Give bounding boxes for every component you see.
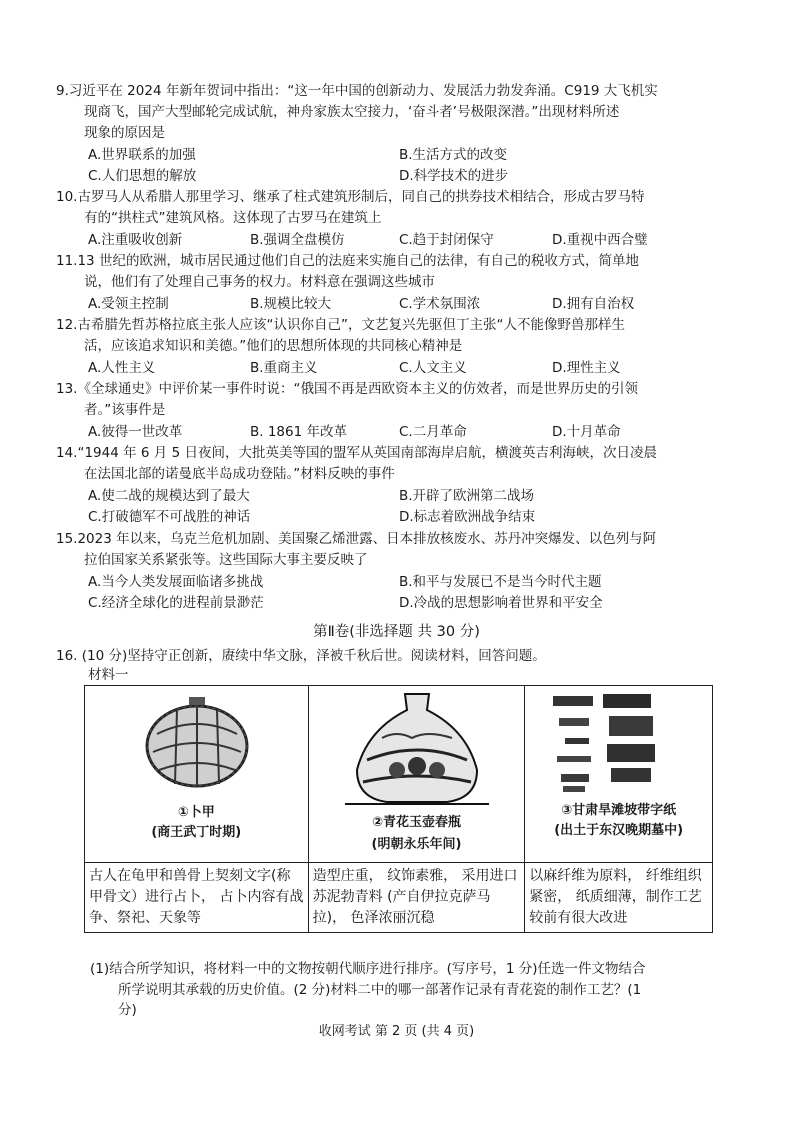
q13-stem-line1: 13.《全球通史》中评价某一事件时说：“俄国不再是西欧资本主义的仿效者，而是世界历史的引领 bbox=[56, 381, 638, 397]
q13-option-d: D.十月革命 bbox=[552, 424, 621, 440]
q13-option-b: B. 1861 年改革 bbox=[250, 424, 347, 440]
q13-option-c: C.二月革命 bbox=[399, 424, 467, 440]
artifact-2-caption: ②青花玉壶春瓶 bbox=[371, 815, 461, 830]
q11-option-d: D.拥有自治权 bbox=[552, 296, 635, 312]
q9-option-c: C.人们思想的解放 bbox=[88, 168, 197, 184]
q11-stem-line1: 11.13 世纪的欧洲，城市居民通过他们自己的法庭来实施自己的法律，有自己的税收方式，简单地 bbox=[56, 253, 639, 269]
q15-option-b: B.和平与发展已不是当今时代主题 bbox=[399, 574, 602, 590]
q15-option-d: D.冷战的思想影响着世界和平安全 bbox=[399, 595, 603, 611]
q11-stem-line2: 说，他们有了处理自己事务的权力。材料意在强调这些城市 bbox=[84, 274, 435, 290]
section2-title: 第Ⅱ卷(非选择题 共 30 分) bbox=[313, 624, 480, 640]
material-one-label: 材料一 bbox=[88, 667, 129, 683]
q9-stem-line3: 现象的原因是 bbox=[84, 125, 165, 141]
q9-stem-line1: 9.习近平在 2024 年新年贺词中指出：“这一年中国的创新动力、发展活力勃发奔涌。C919 大飞机实 bbox=[56, 83, 658, 99]
q11-option-c: C.学术氛围浓 bbox=[399, 296, 481, 312]
artifact-cell-porcelain-vase bbox=[308, 686, 525, 863]
artifact-1-description: 古人在龟甲和兽骨上契刻文字(称甲骨文）进行占卜， 占卜内容有战争、祭祀、天象等 bbox=[85, 863, 309, 933]
q12-stem-line1: 12.古希腊先哲苏格拉底主张人应该“认识你自己”，文艺复兴先驱但丁主张“人不能像野兽那样生 bbox=[56, 317, 625, 333]
artifact-1-caption: ①卜甲 bbox=[177, 805, 215, 820]
artifact-cell-oracle-shell bbox=[85, 686, 309, 863]
paper-fragment-image bbox=[549, 692, 669, 796]
q14-stem-line2: 在法国北部的诺曼底半岛成功登陆。”材料反映的事件 bbox=[84, 466, 395, 482]
q13-stem-line2: 者。”该事件是 bbox=[84, 402, 166, 418]
q10-option-c: C.趋于封闭保守 bbox=[399, 232, 494, 248]
artifact-3-description: 以麻纤维为原料， 纤维组织紧密， 纸质细薄，制作工艺较前有很大改进 bbox=[525, 863, 713, 933]
q16-sub1-line3: 分) bbox=[118, 1002, 137, 1018]
q16-sub1-line1: (1)结合所学知识，将材料一中的文物按朝代顺序进行排序。(写序号，1 分)任选一件文物结合 bbox=[90, 961, 646, 977]
turtle-shell-image bbox=[137, 694, 257, 794]
q10-option-a: A.注重吸收创新 bbox=[88, 232, 183, 248]
q12-option-c: C.人文主义 bbox=[399, 360, 467, 376]
q11-option-a: A.受领主控制 bbox=[88, 296, 169, 312]
q14-option-a: A.使二战的规模达到了最大 bbox=[88, 488, 250, 504]
q15-option-a: A.当今人类发展面临诸多挑战 bbox=[88, 574, 264, 590]
page-footer: 收网考试 第 2 页 (共 4 页) bbox=[318, 1024, 475, 1039]
q11-option-b: B.规模比较大 bbox=[250, 296, 332, 312]
q14-option-b: B.开辟了欧洲第二战场 bbox=[399, 488, 535, 504]
q10-stem-line2: 有的“拱柱式”建筑风格。这体现了古罗马在建筑上 bbox=[84, 210, 382, 226]
artifact-3-period: (出土于东汉晚期墓中) bbox=[554, 823, 684, 838]
q12-option-b: B.重商主义 bbox=[250, 360, 318, 376]
artifact-1-period: (商王武丁时期) bbox=[151, 825, 242, 840]
material-table bbox=[84, 685, 713, 933]
q10-option-d: D.重视中西合璧 bbox=[552, 232, 648, 248]
q15-stem-line1: 15.2023 年以来，乌克兰危机加剧、美国聚乙烯泄露、日本排放核废水、苏丹冲突爆发、以色列与阿 bbox=[56, 531, 657, 547]
q10-stem-line1: 10.古罗马人从希腊人那里学习、继承了柱式建筑形制后，同自己的拱券技术相结合，形成古罗马特 bbox=[56, 189, 645, 205]
q12-option-d: D.理性主义 bbox=[552, 360, 621, 376]
q15-stem-line2: 拉伯国家关系紧张等。这些国际大事主要反映了 bbox=[84, 552, 368, 568]
q12-stem-line2: 活，应该追求知识和美德。”他们的思想所体现的共同核心精神是 bbox=[84, 338, 463, 354]
q13-option-a: A.彼得一世改革 bbox=[88, 424, 183, 440]
artifact-cell-paper bbox=[525, 686, 713, 863]
q12-option-a: A.人性主义 bbox=[88, 360, 156, 376]
artifact-3-caption: ③甘肃旱滩坡带字纸 bbox=[561, 803, 677, 818]
q9-stem-line2: 现商飞，国产大型邮轮完成试航，神舟家族太空接力，‘奋斗者’号极限深潜。”出现材料所述 bbox=[84, 104, 620, 120]
blue-white-vase-image bbox=[337, 690, 497, 808]
q16-intro: 16. (10 分)坚持守正创新，赓续中华文脉，泽被千秋后世。阅读材料，回答问题。 bbox=[56, 648, 546, 664]
artifact-2-period: (明朝永乐年间) bbox=[371, 837, 462, 852]
q9-option-b: B.生活方式的改变 bbox=[399, 147, 508, 163]
q14-option-c: C.打破德军不可战胜的神话 bbox=[88, 509, 251, 525]
q15-option-c: C.经济全球化的进程前景渺茫 bbox=[88, 595, 264, 611]
q9-option-a: A.世界联系的加强 bbox=[88, 147, 196, 163]
artifact-2-description: 造型庄重， 纹饰素雅， 采用进口苏泥勃青料 (产自伊拉克萨马拉)， 色泽浓丽沉稳 bbox=[308, 863, 525, 933]
q14-option-d: D.标志着欧洲战争结束 bbox=[399, 509, 536, 525]
q9-option-d: D.科学技术的进步 bbox=[399, 168, 509, 184]
q10-option-b: B.强调全盘模仿 bbox=[250, 232, 345, 248]
q16-sub1-line2: 所学说明其承载的历史价值。(2 分)材料二中的哪一部著作记录有青花瓷的制作工艺？(1 bbox=[118, 982, 642, 998]
q14-stem-line1: 14.“1944 年 6 月 5 日夜间，大批英美等国的盟军从英国南部海岸启航，横渡英吉利海峡，次日凌晨 bbox=[56, 445, 657, 461]
